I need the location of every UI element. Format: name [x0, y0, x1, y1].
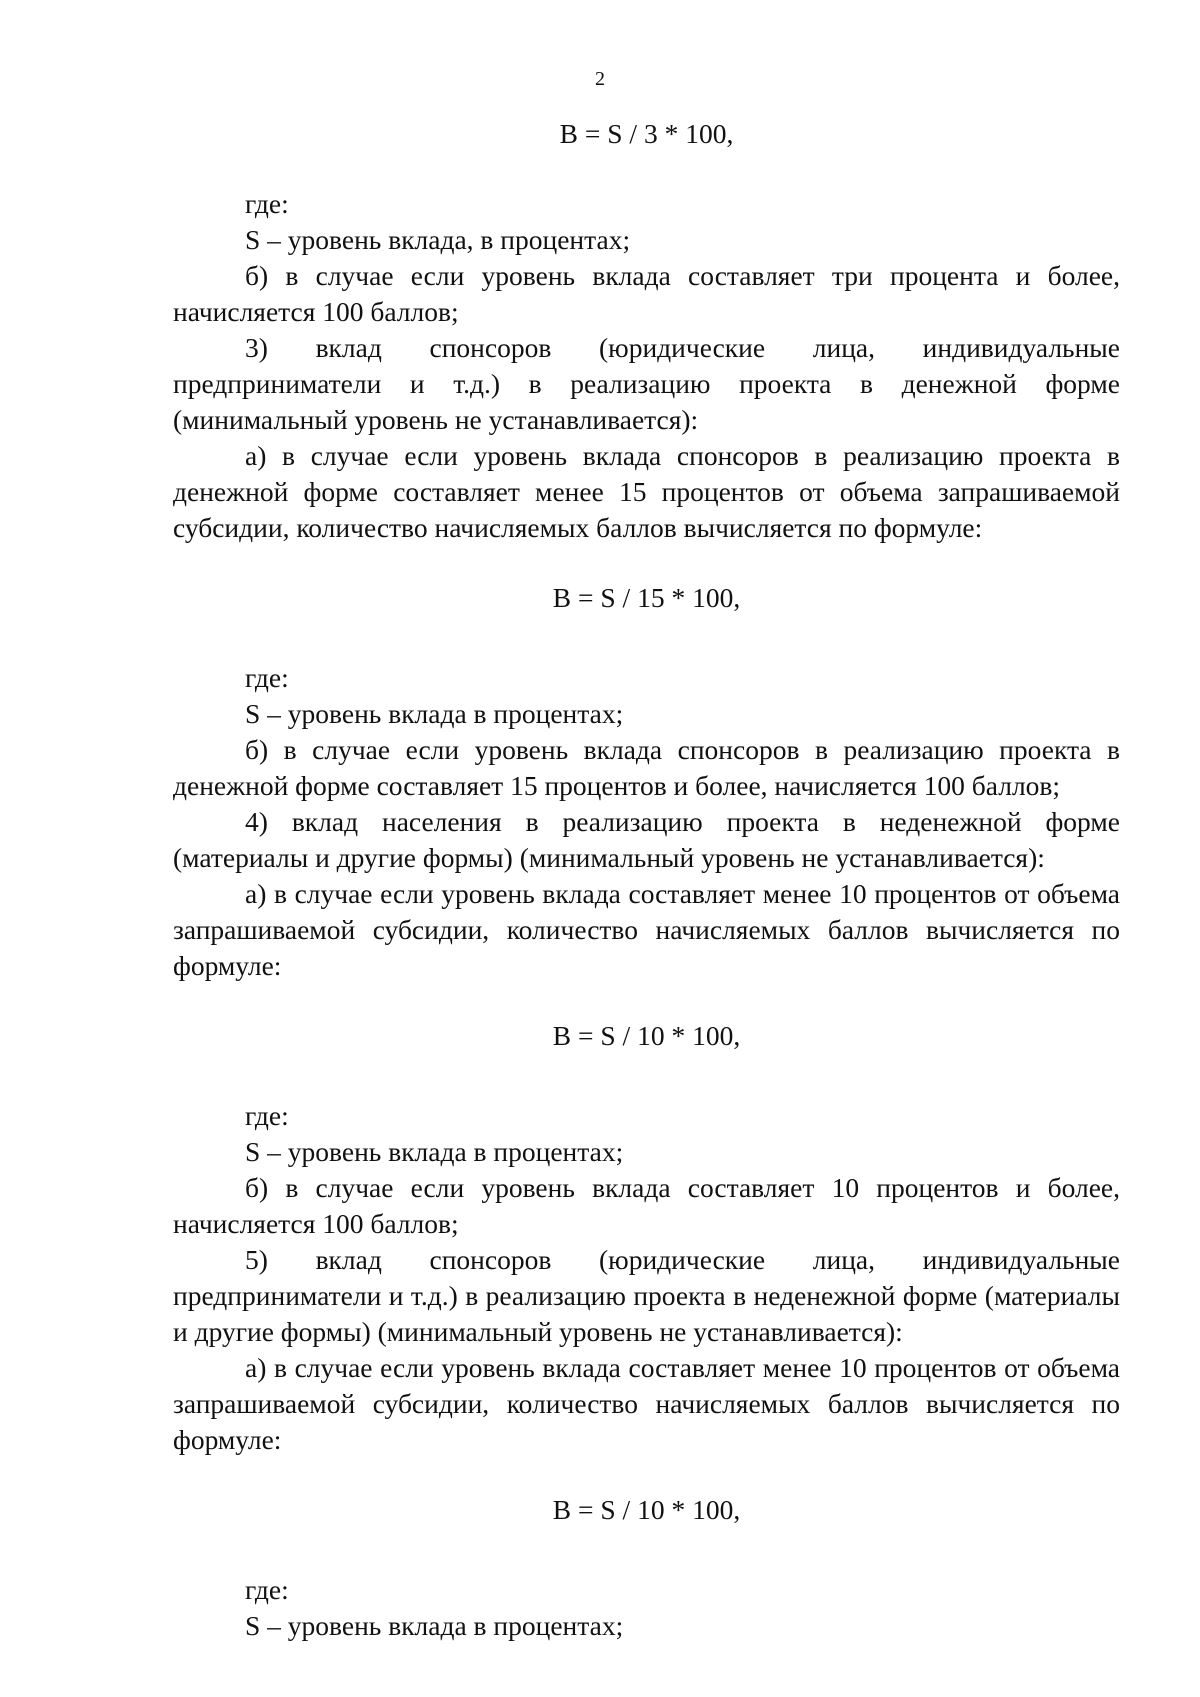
paragraph: S – уровень вклада в процентах; — [245, 1610, 624, 1641]
formula-b-s-3: B = S / 3 * 100, — [559, 118, 734, 149]
formula-b-s-10: B = S / 10 * 100, — [552, 1020, 741, 1051]
paragraph: S – уровень вклада в процентах; — [245, 1136, 624, 1167]
where-label: где: — [245, 188, 289, 219]
paragraph-item-4: 4) вклад населения в реализацию проекта в неденежной форме (материалы и другие формы) (минимальный уровень не устанавливается): — [173, 806, 1120, 873]
paragraph: б) в случае если уровень вклада спонсоров в реализацию проекта в денежной форме составляет 15 процентов и более, начисляется 100 баллов; — [173, 734, 1120, 801]
where-label: где: — [245, 1574, 289, 1605]
where-label: где: — [245, 662, 289, 693]
paragraph: S – уровень вклада в процентах; — [245, 698, 624, 729]
paragraph: а) в случае если уровень вклада составляет менее 10 процентов от объема запрашиваемой субсидии, количество начисляемых баллов вычисляется по формуле: — [173, 1352, 1120, 1455]
document-body — [173, 116, 1120, 1644]
paragraph-item-3: 3) вклад спонсоров (юридические лица, индивидуальные предприниматели и т.д.) в реализацию проекта в денежной форме (минимальный уровень не устанавливается): — [173, 332, 1120, 435]
paragraph: б) в случае если уровень вклада составляет 10 процентов и более, начисляется 100 баллов; — [173, 1172, 1120, 1239]
paragraph-item-5: 5) вклад спонсоров (юридические лица, индивидуальные предприниматели и т.д.) в реализацию проекта в неденежной форме (материалы и другие формы) (минимальный уровень не устанавливается): — [173, 1244, 1120, 1347]
paragraph: а) в случае если уровень вклада спонсоров в реализацию проекта в денежной форме составляет менее 15 процентов от объема запрашиваемой субсидии, количество начисляемых баллов вычисляется по формуле: — [173, 440, 1120, 543]
page-number: 2 — [595, 68, 605, 90]
paragraph: б) в случае если уровень вклада составляет три процента и более, начисляется 100 баллов; — [173, 260, 1120, 327]
paragraph: а) в случае если уровень вклада составляет менее 10 процентов от объема запрашиваемой субсидии, количество начисляемых баллов вычисляется по формуле: — [173, 878, 1120, 981]
where-label: где: — [245, 1100, 289, 1131]
paragraph: S – уровень вклада, в процентах; — [245, 224, 631, 255]
formula-b-s-10-second: B = S / 10 * 100, — [552, 1494, 741, 1525]
formula-b-s-15: B = S / 15 * 100, — [552, 582, 741, 613]
